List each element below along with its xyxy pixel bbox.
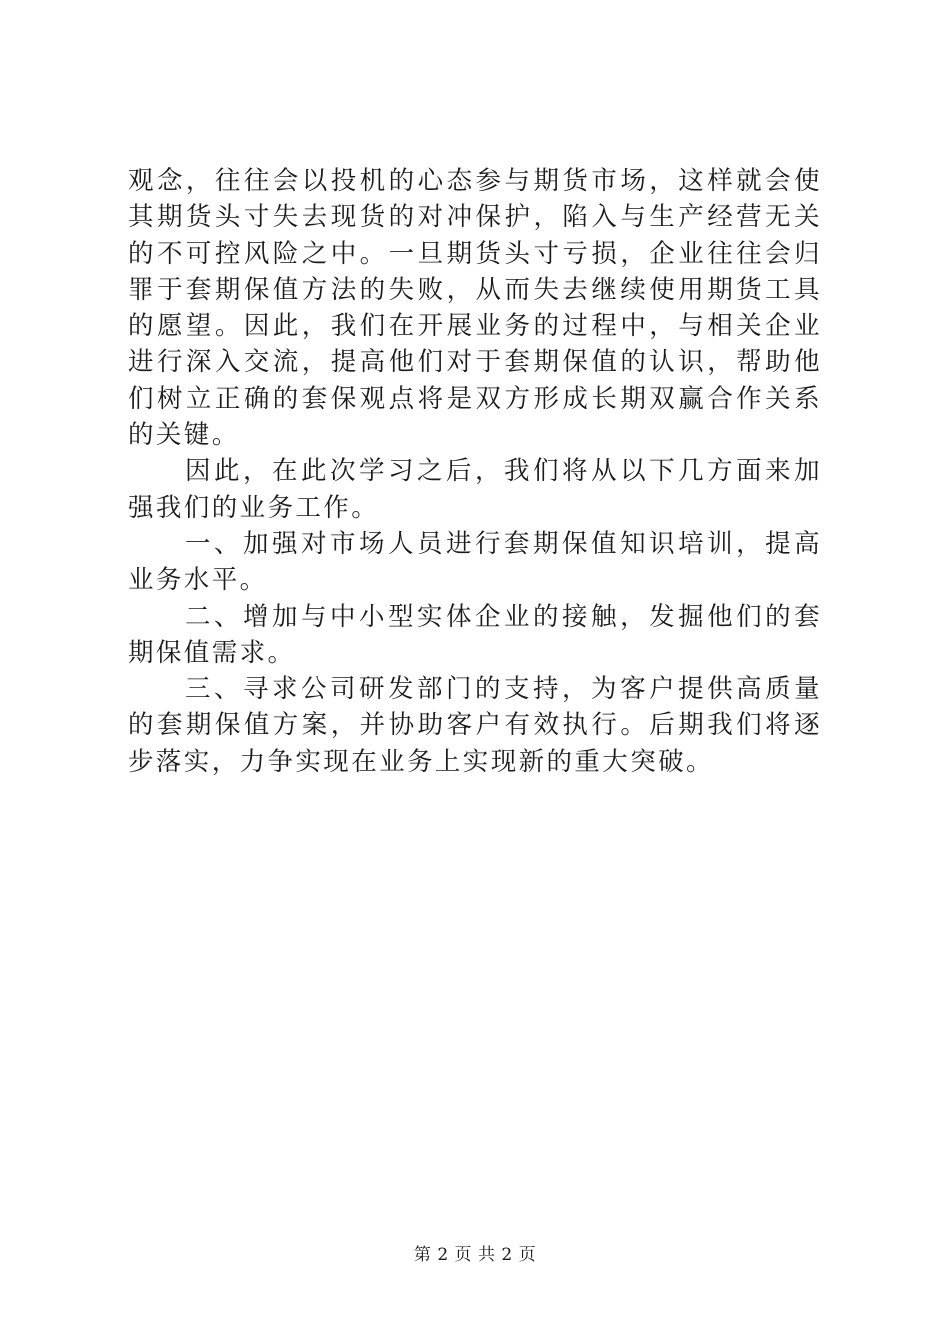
paragraph-item-2: 二、增加与中小型实体企业的接触，发掘他们的套期保值需求。 — [128, 601, 822, 668]
paragraph-continued: 观念，往往会以投机的心态参与期货市场，这样就会使其期货头寸失去现货的对冲保护，陷入与生产经营无关的不可控风险之中。一旦期货头寸亏损，企业往往会归罪于套期保值方法的失败，从而失去继续使用期货工具的愿望。因此，我们在开展业务的过程中，与相关企业进行深入交流，提高他们对于套期保值的认识，帮助他们树立正确的套保观点将是双方形成长期双赢合作关系的关键。 — [128, 166, 822, 451]
page-number-footer: 第 2 页 共 2 页 — [413, 1245, 537, 1265]
paragraph-intro: 因此，在此次学习之后，我们将从以下几方面来加强我们的业务工作。 — [128, 456, 822, 523]
document-body — [128, 163, 822, 780]
paragraph-item-1: 一、加强对市场人员进行套期保值知识培训，提高业务水平。 — [128, 528, 822, 596]
paragraph-item-3: 三、寻求公司研发部门的支持，为客户提供高质量的套期保值方案，并协助客户有效执行。后期我们将逐步落实，力争实现在业务上实现新的重大突破。 — [128, 674, 822, 777]
